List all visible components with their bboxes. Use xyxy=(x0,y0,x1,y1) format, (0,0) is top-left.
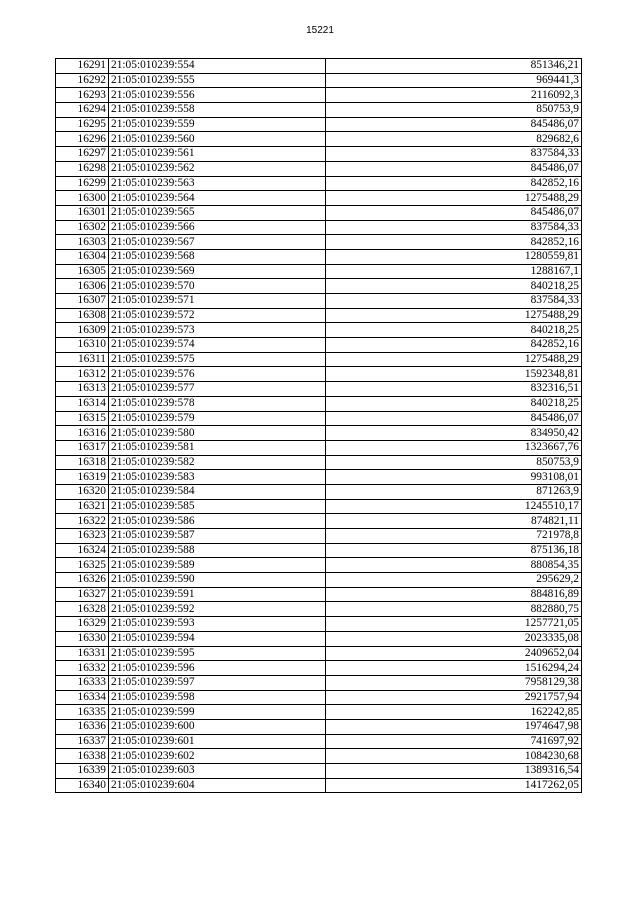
cadastral-number-cell: 21:05:010239:590 xyxy=(109,573,326,588)
table-row xyxy=(56,382,582,397)
cadastral-number-cell: 21:05:010239:592 xyxy=(109,602,326,617)
cadastral-value-cell: 2409652,04 xyxy=(326,646,582,661)
row-number-cell: 16294 xyxy=(56,103,109,118)
cadastral-value-cell: 882880,75 xyxy=(326,602,582,617)
table-row xyxy=(56,705,582,720)
table-row xyxy=(56,631,582,646)
table-row xyxy=(56,661,582,676)
cadastral-value-cell: 162242,85 xyxy=(326,705,582,720)
cadastral-number-cell: 21:05:010239:583 xyxy=(109,470,326,485)
cadastral-value-cell: 1275488,29 xyxy=(326,308,582,323)
table-row xyxy=(56,249,582,264)
cadastral-value-cell: 851346,21 xyxy=(326,59,582,74)
table-row xyxy=(56,602,582,617)
row-number-cell: 16301 xyxy=(56,205,109,220)
cadastral-value-cell: 837584,33 xyxy=(326,220,582,235)
cadastral-value-cell: 2116092,3 xyxy=(326,88,582,103)
cadastral-number-cell: 21:05:010239:555 xyxy=(109,73,326,88)
row-number-cell: 16310 xyxy=(56,338,109,353)
page-number: 15221 xyxy=(306,25,334,36)
cadastral-value-cell: 1516294,24 xyxy=(326,661,582,676)
cadastral-number-cell: 21:05:010239:604 xyxy=(109,778,326,793)
row-number-cell: 16307 xyxy=(56,294,109,309)
cadastral-number-cell: 21:05:010239:569 xyxy=(109,264,326,279)
cadastral-value-cell: 1592348,81 xyxy=(326,367,582,382)
row-number-cell: 16312 xyxy=(56,367,109,382)
cadastral-number-cell: 21:05:010239:588 xyxy=(109,543,326,558)
row-number-cell: 16331 xyxy=(56,646,109,661)
table-row xyxy=(56,543,582,558)
cadastral-value-cell: 875136,18 xyxy=(326,543,582,558)
cadastral-number-cell: 21:05:010239:578 xyxy=(109,396,326,411)
row-number-cell: 16302 xyxy=(56,220,109,235)
cadastral-value-cell: 832316,51 xyxy=(326,382,582,397)
table-row xyxy=(56,367,582,382)
cadastral-value-cell: 845486,07 xyxy=(326,117,582,132)
row-number-cell: 16322 xyxy=(56,514,109,529)
row-number-cell: 16291 xyxy=(56,59,109,74)
row-number-cell: 16339 xyxy=(56,764,109,779)
table-row xyxy=(56,103,582,118)
row-number-cell: 16298 xyxy=(56,161,109,176)
cadastral-number-cell: 21:05:010239:586 xyxy=(109,514,326,529)
table-row xyxy=(56,764,582,779)
table-row xyxy=(56,59,582,74)
cadastral-number-cell: 21:05:010239:597 xyxy=(109,675,326,690)
cadastral-value-cell: 1275488,29 xyxy=(326,191,582,206)
cadastral-value-cell: 741697,92 xyxy=(326,734,582,749)
table-row xyxy=(56,690,582,705)
table-row xyxy=(56,88,582,103)
table-row xyxy=(56,117,582,132)
cadastral-value-cell: 845486,07 xyxy=(326,205,582,220)
row-number-cell: 16330 xyxy=(56,631,109,646)
cadastral-value-cell: 850753,9 xyxy=(326,455,582,470)
cadastral-number-cell: 21:05:010239:594 xyxy=(109,631,326,646)
cadastral-number-cell: 21:05:010239:579 xyxy=(109,411,326,426)
row-number-cell: 16311 xyxy=(56,352,109,367)
cadastral-value-cell: 845486,07 xyxy=(326,411,582,426)
table-row xyxy=(56,573,582,588)
table-row xyxy=(56,719,582,734)
row-number-cell: 16332 xyxy=(56,661,109,676)
cadastral-number-cell: 21:05:010239:587 xyxy=(109,529,326,544)
cadastral-number-cell: 21:05:010239:584 xyxy=(109,484,326,499)
row-number-cell: 16313 xyxy=(56,382,109,397)
cadastral-value-cell: 721978,8 xyxy=(326,529,582,544)
cadastral-number-cell: 21:05:010239:554 xyxy=(109,59,326,74)
row-number-cell: 16319 xyxy=(56,470,109,485)
cadastral-value-cell: 837584,33 xyxy=(326,147,582,162)
row-number-cell: 16293 xyxy=(56,88,109,103)
cadastral-value-cell: 1280559,81 xyxy=(326,249,582,264)
cadastral-number-cell: 21:05:010239:558 xyxy=(109,103,326,118)
cadastral-number-cell: 21:05:010239:582 xyxy=(109,455,326,470)
cadastral-value-cell: 1245510,17 xyxy=(326,499,582,514)
table-row xyxy=(56,220,582,235)
row-number-cell: 16327 xyxy=(56,587,109,602)
row-number-cell: 16324 xyxy=(56,543,109,558)
row-number-cell: 16326 xyxy=(56,573,109,588)
row-number-cell: 16305 xyxy=(56,264,109,279)
cadastral-number-cell: 21:05:010239:600 xyxy=(109,719,326,734)
cadastral-value-table xyxy=(55,58,582,793)
row-number-cell: 16306 xyxy=(56,279,109,294)
table-row xyxy=(56,279,582,294)
table-row xyxy=(56,132,582,147)
row-number-cell: 16316 xyxy=(56,426,109,441)
cadastral-number-cell: 21:05:010239:574 xyxy=(109,338,326,353)
cadastral-value-cell: 840218,25 xyxy=(326,323,582,338)
table-row xyxy=(56,440,582,455)
row-number-cell: 16303 xyxy=(56,235,109,250)
table-row xyxy=(56,514,582,529)
cadastral-number-cell: 21:05:010239:559 xyxy=(109,117,326,132)
row-number-cell: 16323 xyxy=(56,529,109,544)
table-row xyxy=(56,675,582,690)
cadastral-value-cell: 2921757,94 xyxy=(326,690,582,705)
cadastral-number-cell: 21:05:010239:570 xyxy=(109,279,326,294)
cadastral-number-cell: 21:05:010239:599 xyxy=(109,705,326,720)
table-row xyxy=(56,294,582,309)
table-row xyxy=(56,499,582,514)
row-number-cell: 16328 xyxy=(56,602,109,617)
row-number-cell: 16309 xyxy=(56,323,109,338)
cadastral-value-cell: 993108,01 xyxy=(326,470,582,485)
cadastral-value-cell: 850753,9 xyxy=(326,103,582,118)
row-number-cell: 16334 xyxy=(56,690,109,705)
table-row xyxy=(56,529,582,544)
table-row xyxy=(56,235,582,250)
cadastral-number-cell: 21:05:010239:589 xyxy=(109,558,326,573)
cadastral-number-cell: 21:05:010239:556 xyxy=(109,88,326,103)
cadastral-number-cell: 21:05:010239:575 xyxy=(109,352,326,367)
cadastral-number-cell: 21:05:010239:585 xyxy=(109,499,326,514)
row-number-cell: 16320 xyxy=(56,484,109,499)
row-number-cell: 16292 xyxy=(56,73,109,88)
cadastral-number-cell: 21:05:010239:561 xyxy=(109,147,326,162)
cadastral-number-cell: 21:05:010239:562 xyxy=(109,161,326,176)
table-row xyxy=(56,191,582,206)
cadastral-value-cell: 871263,9 xyxy=(326,484,582,499)
table-row xyxy=(56,617,582,632)
cadastral-value-cell: 1389316,54 xyxy=(326,764,582,779)
cadastral-number-cell: 21:05:010239:595 xyxy=(109,646,326,661)
table-row xyxy=(56,338,582,353)
row-number-cell: 16340 xyxy=(56,778,109,793)
table-row xyxy=(56,396,582,411)
cadastral-number-cell: 21:05:010239:581 xyxy=(109,440,326,455)
cadastral-value-cell: 1257721,05 xyxy=(326,617,582,632)
cadastral-number-cell: 21:05:010239:573 xyxy=(109,323,326,338)
row-number-cell: 16337 xyxy=(56,734,109,749)
cadastral-number-cell: 21:05:010239:596 xyxy=(109,661,326,676)
cadastral-number-cell: 21:05:010239:563 xyxy=(109,176,326,191)
row-number-cell: 16300 xyxy=(56,191,109,206)
table-row xyxy=(56,352,582,367)
cadastral-number-cell: 21:05:010239:566 xyxy=(109,220,326,235)
table-row xyxy=(56,470,582,485)
table-row xyxy=(56,426,582,441)
cadastral-value-cell: 829682,6 xyxy=(326,132,582,147)
cadastral-value-cell: 1288167,1 xyxy=(326,264,582,279)
row-number-cell: 16314 xyxy=(56,396,109,411)
row-number-cell: 16304 xyxy=(56,249,109,264)
cadastral-value-cell: 840218,25 xyxy=(326,279,582,294)
cadastral-value-cell: 840218,25 xyxy=(326,396,582,411)
table-row xyxy=(56,73,582,88)
cadastral-value-cell: 880854,35 xyxy=(326,558,582,573)
table-row xyxy=(56,646,582,661)
cadastral-value-cell: 842852,16 xyxy=(326,338,582,353)
cadastral-value-cell: 845486,07 xyxy=(326,161,582,176)
row-number-cell: 16297 xyxy=(56,147,109,162)
cadastral-number-cell: 21:05:010239:602 xyxy=(109,749,326,764)
table-row xyxy=(56,264,582,279)
row-number-cell: 16299 xyxy=(56,176,109,191)
cadastral-value-cell: 1084230,68 xyxy=(326,749,582,764)
row-number-cell: 16295 xyxy=(56,117,109,132)
row-number-cell: 16336 xyxy=(56,719,109,734)
table-row xyxy=(56,176,582,191)
cadastral-number-cell: 21:05:010239:601 xyxy=(109,734,326,749)
table-row xyxy=(56,455,582,470)
cadastral-value-cell: 834950,42 xyxy=(326,426,582,441)
cadastral-value-cell: 1275488,29 xyxy=(326,352,582,367)
cadastral-value-cell: 295629,2 xyxy=(326,573,582,588)
cadastral-number-cell: 21:05:010239:567 xyxy=(109,235,326,250)
row-number-cell: 16296 xyxy=(56,132,109,147)
cadastral-value-cell: 842852,16 xyxy=(326,176,582,191)
table-row xyxy=(56,587,582,602)
row-number-cell: 16338 xyxy=(56,749,109,764)
cadastral-number-cell: 21:05:010239:565 xyxy=(109,205,326,220)
row-number-cell: 16318 xyxy=(56,455,109,470)
cadastral-value-cell: 1323667,76 xyxy=(326,440,582,455)
row-number-cell: 16315 xyxy=(56,411,109,426)
cadastral-value-cell: 842852,16 xyxy=(326,235,582,250)
cadastral-number-cell: 21:05:010239:593 xyxy=(109,617,326,632)
cadastral-value-cell: 7958129,38 xyxy=(326,675,582,690)
cadastral-number-cell: 21:05:010239:572 xyxy=(109,308,326,323)
cadastral-value-cell: 969441,3 xyxy=(326,73,582,88)
cadastral-number-cell: 21:05:010239:603 xyxy=(109,764,326,779)
cadastral-number-cell: 21:05:010239:576 xyxy=(109,367,326,382)
row-number-cell: 16329 xyxy=(56,617,109,632)
table-row xyxy=(56,205,582,220)
table-row xyxy=(56,734,582,749)
table-row xyxy=(56,147,582,162)
cadastral-value-cell: 837584,33 xyxy=(326,294,582,309)
table-row xyxy=(56,308,582,323)
row-number-cell: 16308 xyxy=(56,308,109,323)
cadastral-number-cell: 21:05:010239:580 xyxy=(109,426,326,441)
cadastral-number-cell: 21:05:010239:591 xyxy=(109,587,326,602)
table-row xyxy=(56,749,582,764)
table-row xyxy=(56,558,582,573)
table-row xyxy=(56,484,582,499)
cadastral-value-cell: 2023335,08 xyxy=(326,631,582,646)
row-number-cell: 16335 xyxy=(56,705,109,720)
cadastral-value-cell: 884816,89 xyxy=(326,587,582,602)
cadastral-number-cell: 21:05:010239:560 xyxy=(109,132,326,147)
row-number-cell: 16333 xyxy=(56,675,109,690)
cadastral-value-cell: 1417262,05 xyxy=(326,778,582,793)
table-row xyxy=(56,323,582,338)
cadastral-number-cell: 21:05:010239:598 xyxy=(109,690,326,705)
table-row xyxy=(56,778,582,793)
row-number-cell: 16321 xyxy=(56,499,109,514)
table-row xyxy=(56,161,582,176)
row-number-cell: 16325 xyxy=(56,558,109,573)
cadastral-number-cell: 21:05:010239:568 xyxy=(109,249,326,264)
cadastral-value-cell: 1974647,98 xyxy=(326,719,582,734)
cadastral-number-cell: 21:05:010239:564 xyxy=(109,191,326,206)
table-row xyxy=(56,411,582,426)
cadastral-number-cell: 21:05:010239:571 xyxy=(109,294,326,309)
cadastral-value-cell: 874821,11 xyxy=(326,514,582,529)
table-body xyxy=(56,59,582,793)
row-number-cell: 16317 xyxy=(56,440,109,455)
cadastral-number-cell: 21:05:010239:577 xyxy=(109,382,326,397)
